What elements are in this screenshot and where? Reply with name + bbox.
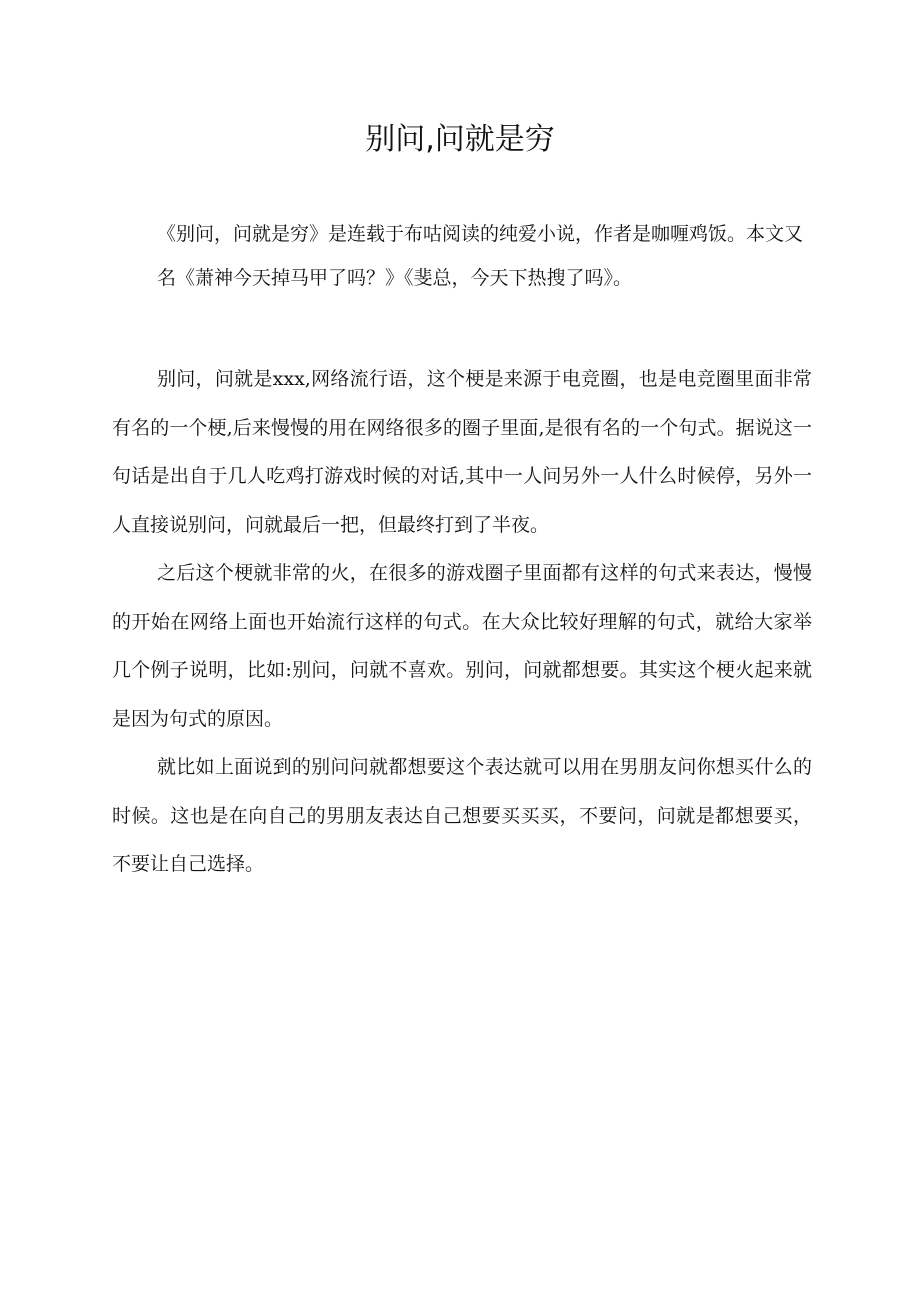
body-paragraph-1: 别问，问就是xxx,网络流行语，这个梗是来源于电竞圈，也是电竞圈里面非常有名的一个梗,后来慢慢的用在网络很多的圈子里面,是很有名的一个句式。据说这一句话是出自于几人吃鸡打游戏时候的对话,其中一人问另外一人什么时候停，另外一人直接说别问，问就最后一把，但最终打到了半夜。 bbox=[112, 368, 812, 536]
document-title: 别问,问就是穷 bbox=[365, 122, 555, 157]
body-paragraph-2: 之后这个梗就非常的火，在很多的游戏圈子里面都有这样的句式来表达，慢慢的开始在网络上面也开始流行这样的句式。在大众比较好理解的句式，就给大家举几个例子说明，比如:别问，问就不喜欢。别问，问就都想要。其实这个梗火起来就是因为句式的原因。 bbox=[112, 562, 812, 730]
body-paragraph-3: 就比如上面说到的别问问就都想要这个表达就可以用在男朋友问你想买什么的时候。这也是在向自己的男朋友表达自己想要买买买，不要问，问就是都想要买，不要让自己选择。 bbox=[112, 756, 812, 875]
article-body bbox=[112, 355, 812, 889]
intro-paragraph: 《别问，问就是穷》是连载于布咕阅读的纯爱小说，作者是咖喱鸡饭。本文又名《萧神今天掉马甲了吗？》《斐总，今天下热搜了吗》。 bbox=[157, 223, 804, 289]
